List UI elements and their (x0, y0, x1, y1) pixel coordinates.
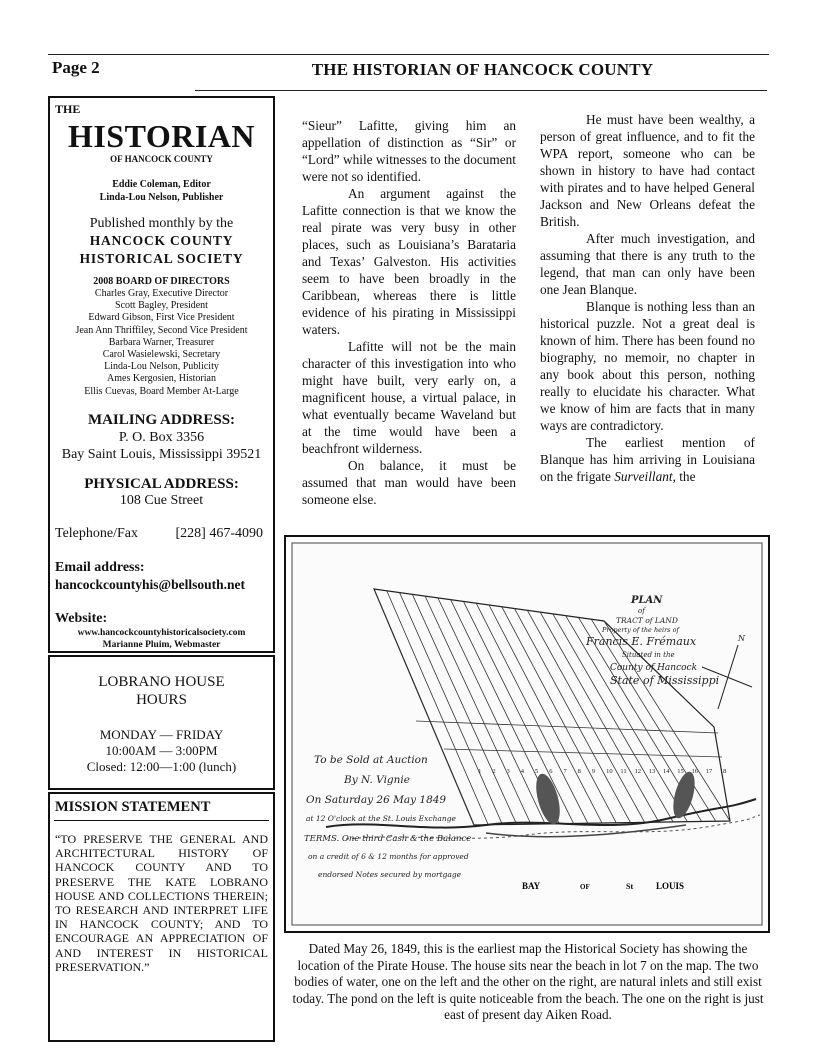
editor-line: Eddie Coleman, Editor (112, 179, 211, 190)
map-title-of: of (638, 607, 645, 615)
article-paragraph: He must have been wealthy, a person of great influence, and to fit the WPA report, someone who can be shown in history to have had contact with pirates and to have helped General Jackson and New Orleans defeat the British. (540, 112, 755, 229)
article-text-tail: , the (672, 469, 696, 484)
mailing-heading: MAILING ADDRESS: (87, 412, 236, 428)
lot-number: 14 (663, 768, 670, 775)
published-line-2: HANCOCK COUNTY (89, 233, 234, 248)
board-member: Linda-Lou Nelson, Publicity (104, 361, 219, 373)
lot-number: 1 (478, 768, 482, 775)
published-line-3: HISTORICAL SOCIETY (79, 251, 244, 266)
hours-times: 10:00AM — 3:00PM (105, 743, 218, 758)
page-number: Page 2 (52, 58, 100, 77)
lot-number: 17 (705, 768, 713, 775)
lot-number: 4 (520, 768, 525, 775)
map-title-tract: TRACT of LAND (616, 616, 678, 625)
telephone-number[interactable]: [228] 467-4090 (175, 526, 263, 541)
ship-name: Surveillant (614, 469, 673, 484)
email-link[interactable]: hancockcountyhis@bellsouth.net (55, 577, 245, 592)
masthead-county: OF HANCOCK COUNTY (110, 154, 213, 164)
map-owner: Francis E. Frémaux (586, 635, 697, 648)
email-heading: Email address: (55, 560, 145, 575)
top-rule (48, 54, 769, 55)
physical-heading: PHYSICAL ADDRESS: (84, 476, 239, 492)
sale-line-7: endorsed Notes secured by mortgage (318, 870, 462, 879)
article-paragraph: After much investigation, and assuming that there is any truth to the legend, that man can only have been one Jean Blanque. (540, 231, 755, 297)
bay-label-4: LOUIS (656, 881, 685, 891)
board-member: Carol Wasielewski, Secretary (102, 349, 221, 361)
board-member: Ames Kergosien, Historian (107, 373, 216, 385)
website-heading: Website: (55, 611, 108, 626)
lot-number: 18 (719, 768, 727, 775)
article-column-1 (302, 117, 516, 508)
article-paragraph: On balance, it must be assumed that man would have been someone else. (302, 458, 516, 507)
lot-number: 16 (691, 768, 698, 775)
sale-line-3: On Saturday 26 May 1849 (306, 794, 447, 806)
board-member: Edward Gibson, First Vice President (88, 312, 235, 324)
map-figure (284, 535, 770, 933)
bay-label-3: St (626, 882, 634, 891)
lot-number: 5 (535, 768, 539, 775)
masthead-historian: HISTORIAN (67, 118, 256, 154)
mission-box (48, 792, 275, 1042)
lot-number: 7 (563, 768, 567, 775)
figure-caption: Dated May 26, 1849, this is the earliest map the Historical Society has showing the location of the Pirate House. The house sits near the beach in lot 7 on the map. The two bodies of water, one on the left and the other on the right, are natural inlets and still exist today. The pond on the left is quite noticeable from the beach. The one on the right is just east of present day Aiken Road. (292, 941, 764, 1022)
telephone-label: Telephone/Fax (55, 526, 138, 541)
website-block (50, 627, 273, 651)
map-border (292, 543, 762, 925)
webmaster-line: Marianne Pluim, Webmaster (102, 640, 221, 650)
mailing-address (50, 429, 273, 463)
telephone-row (55, 526, 263, 542)
board-member: Barbara Warner, Treasurer (108, 336, 215, 348)
hours-days: MONDAY — FRIDAY (99, 727, 224, 742)
lot-number: 8 (577, 768, 581, 775)
sale-line-6: on a credit of 6 & 12 months for approved (308, 852, 469, 861)
lot-number: 10 (606, 768, 613, 775)
hours-heading-line-2: HOURS (136, 692, 187, 708)
sale-line-4: at 12 O'clock at the St. Louis Exchange (306, 814, 456, 823)
mission-heading: MISSION STATEMENT (55, 799, 211, 815)
map-state: State of Mississippi (610, 674, 720, 687)
article-paragraph-continued (540, 434, 755, 485)
lot-number: 2 (492, 768, 496, 775)
masthead-box (48, 96, 275, 653)
mailing-line-2: Bay Saint Louis, Mississippi 39521 (61, 447, 262, 462)
bay-label-1: BAY (522, 881, 541, 891)
article-paragraph: An argument against the Lafitte connection is that we know the real pirate was very busy in other places, such as Louisiana’s Barataria and Texas’ Galveston. His activities seem to have been broadly in the Caribbean, whereas there is little evidence of his pirating in Mississippi waters. (302, 186, 516, 337)
lot-number: 6 (549, 768, 553, 775)
mission-divider (54, 820, 269, 821)
lot-number: 11 (620, 768, 627, 775)
board-member: Charles Gray, Executive Director (94, 288, 229, 299)
article-paragraph: “Sieur” Lafitte, giving him an appellation of distinction as “Sir” or “Lord” while witnesses to the document were not so identified. (302, 118, 516, 184)
sale-line-2: By N. Vignie (344, 774, 410, 786)
board-member: Scott Bagley, President (115, 300, 208, 312)
hours-list (50, 727, 273, 775)
mission-text: “TO PRESERVE THE GENERAL AND ARCHITECTURAL HISTORY OF HANCOCK COUNTY AND TO PRESERVE THE KATE LOBRANO HOUSE AND COLLECTIONS THEREIN; TO RESEARCH AND INTERPRET LIFE IN HANCOCK COUNTY; AND TO ENCOURAGE AN APPRECIATION OF AND INTEREST IN HISTORICAL PRESERVATION.” (55, 832, 268, 974)
physical-address: 108 Cue Street (119, 493, 204, 508)
sale-line-5: TERMS. One third Cash & the Balance (304, 834, 472, 844)
map-title-heirs: Property of the heirs of (602, 626, 679, 634)
lot-number: 12 (634, 768, 642, 775)
article-paragraph: Lafitte will not be the main character of this investigation into who might have built, very early on, a magnificent house, a virtual palace, in what eventually became Waveland but at the time would have been a beachfront wilderness. (302, 339, 516, 456)
hours-heading (50, 673, 273, 709)
hours-heading-line-1: LOBRANO HOUSE (98, 674, 225, 690)
published-line-1: Published monthly by the (89, 216, 234, 231)
board-heading: 2008 BOARD OF DIRECTORS (93, 276, 230, 287)
lot-number: 15 (677, 768, 684, 775)
publisher-line: Linda-Lou Nelson, Publisher (99, 192, 224, 203)
board-list (50, 288, 273, 398)
masthead-the: THE (55, 102, 81, 116)
title-underline (195, 90, 767, 91)
article-paragraph: Blanque is nothing less than an historical puzzle. Not a great deal is known of him. There has been found no biography, no memoir, no chapter in any book about this person, nothing really to elucidate his character. What we know of him are facts that in many ways are contradictory. (540, 299, 755, 433)
hours-closed: Closed: 12:00—1:00 (lunch) (86, 759, 237, 774)
board-member: Ellis Cuevas, Board Member At-Large (84, 385, 239, 397)
article-column-2 (540, 111, 755, 485)
publication-title: THE HISTORIAN OF HANCOCK COUNTY (311, 60, 654, 79)
map-county: County of Hancock (610, 663, 698, 673)
hours-box (48, 655, 275, 790)
lot-number: 3 (506, 768, 510, 775)
sale-line-1: To be Sold at Auction (314, 754, 428, 766)
bay-label-2: OF (580, 883, 590, 891)
svg-text:N: N (738, 634, 745, 643)
map-illustration (286, 537, 768, 931)
lot-number: 13 (648, 768, 656, 775)
article-text: The earliest mention of Blanque has him arriving in Louisiana on the frigate (540, 435, 755, 484)
lot-number: 9 (591, 768, 596, 775)
website-link[interactable]: www.hancockcountyhistoricalsociety.com (77, 628, 246, 638)
masthead-editors (50, 178, 273, 204)
board-member: Jean Ann Thriffiley, Second Vice President (75, 324, 248, 336)
mailing-line-1: P. O. Box 3356 (118, 430, 205, 445)
map-situated: Situated in the (622, 651, 675, 659)
map-title-plan: PLAN (631, 595, 663, 606)
published-by (50, 215, 273, 268)
